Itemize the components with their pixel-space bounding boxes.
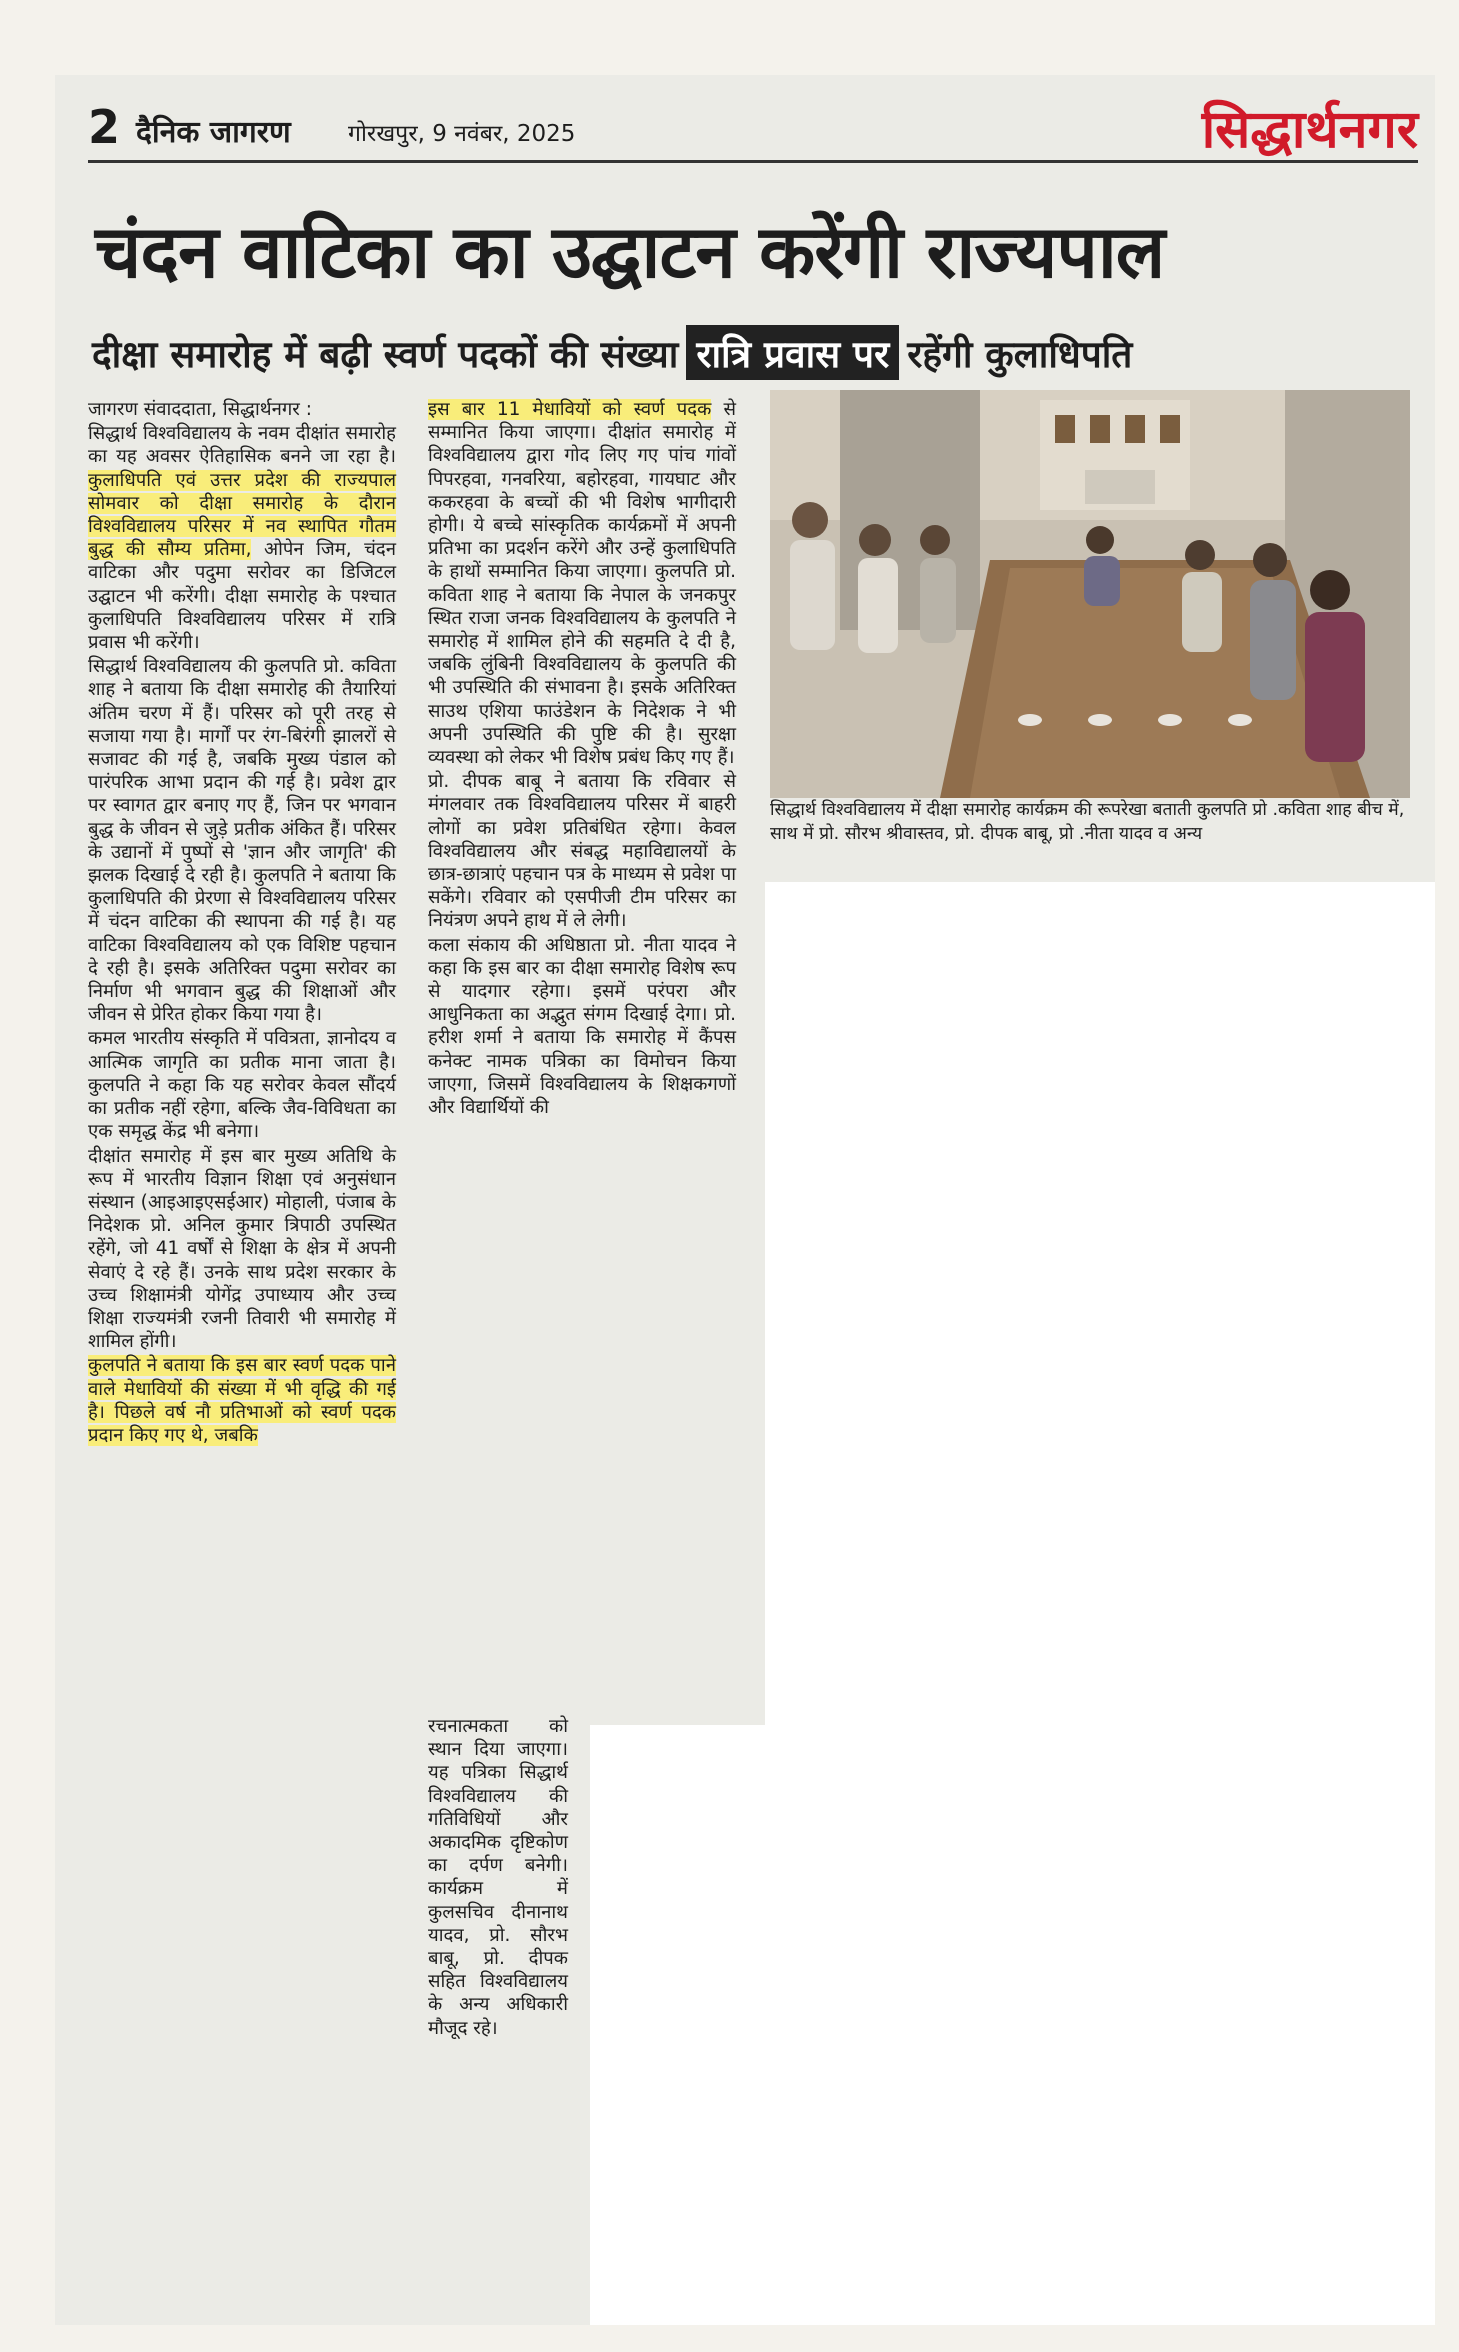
page-header [88,100,1418,163]
subhead-part-2: रहेंगी कुलाधिपति [907,332,1133,376]
paragraph-1a: सिद्धार्थ विश्वविद्यालय के नवम दीक्षांत समारोह का यह अवसर ऐतिहासिक बनने जा रहा है। [88,423,396,468]
paper-name: दैनिक जागरण [136,115,291,150]
blank-area-right [765,882,1435,1725]
paragraph-4: दीक्षांत समारोह में इस बार मुख्य अतिथि के रूप में भारतीय विज्ञान शिक्षा एवं अनुसंधान संस्थान (आइआइएसईआर) मोहाली, पंजाब के निदेशक प्रो. अनिल कुमार त्रिपाठी उपस्थित रहेंगे, जो 41 वर्षों से शिक्षा के क्षेत्र में अपनी सेवाएं दे रहे हैं। उनके साथ प्रदेश सरकार के उच्च शिक्षामंत्री योगेंद्र उपाध्याय और उच्च शिक्षा राज्यमंत्री रजनी तिवारी भी समारोह में शामिल होंगी। [88,1145,396,1353]
paragraph-1 [88,422,396,654]
article-column-2 [428,398,736,1120]
headline: चंदन वाटिका का उद्घाटन करेंगी राज्यपाल [95,209,1165,295]
paragraph-1c: ओपेन जिम, चंदन वाटिका और पदुमा सरोवर का डिजिटल उद्घाटन भी करेंगी। दीक्षा समारोह के पश्चात कुलाधिपति विश्वविद्यालय परिसर में रात्रि प्रवास भी करेंगी। [88,539,396,654]
paragraph-6: इस बार 11 मेधावियों को स्वर्ण पदक से सम्मानित किया जाएगा। दीक्षांत समारोह में विश्वविद्यालय द्वारा गोद लिए गए पांच गांवों पिपरहवा, गनवरिया, बहोरहवा, गायघाट और ककरहवा के बच्चों की भी विशेष भागीदारी होगी। ये बच्चे सांस्कृतिक कार्यक्रमों में अपनी प्रतिभा का प्रदर्शन करेंगे और उन्हें कुलाधिपति के हाथों सम्मानित किया जाएगा। कुलपति प्रो. कविता शाह ने बताया कि नेपाल के जनकपुर स्थित राजा जनक विश्वविद्यालय के कुलपति ने समारोह में शामिल होने की सहमति दे दी है, जबकि लुंबिनी विश्वविद्यालय के कुलपति की भी उपस्थिति की संभावना है। इसके अतिरिक्त साउथ एशिया फाउंडेशन के निदेशक ने भी अपनी उपस्थिति की पुष्टि की है। सुरक्षा व्यवस्था को लेकर भी विशेष प्रबंध किए गए हैं। [428,399,736,769]
paragraph-2: सिद्धार्थ विश्वविद्यालय की कुलपति प्रो. कविता शाह ने बताया कि दीक्षा समारोह की तैयारियां अंतिम चरण में हैं। परिसर को पूरी तरह से सजाया गया है। मार्गों पर रंग-बिरंगी झालरों से सजावट की गई है, जबकि मुख्य पंडाल को पारंपरिक आभा प्रदान की गई है। प्रवेश द्वार पर स्वागत द्वार बनाए गए हैं, जिन पर भगवान बुद्ध के जीवन से जुड़े प्रतीक अंकित हैं। परिसर के उद्यानों में पुष्पों से 'ज्ञान और जागृति' की झलक दिखाई दे रही है। कुलपति ने बताया कि कुलाधिपति की प्रेरणा से विश्वविद्यालय परिसर में चंदन वाटिका की स्थापना की गई है। यह वाटिका विश्वविद्यालय को एक विशिष्ट पहचान दे रही है। इसके अतिरिक्त पदुमा सरोवर का निर्माण भी भगवान बुद्ध की शिक्षाओं और जीवन से प्रेरित होकर किया गया है। [88,656,396,1026]
paragraph-8: कला संकाय की अधिष्ठाता प्रो. नीता यादव ने कहा कि इस बार का दीक्षा समारोह विशेष रूप से यादगार रहेगा। इसमें परंपरा और आधुनिकता का अद्भुत संगम दिखाई देगा। प्रो. हरीश शर्मा ने बताया कि समारोह में कैंपस कनेक्ट नामक पत्रिका का विमोचन किया जाएगा, जिसमें विश्वविद्यालय के शिक्षकगणों और विद्यार्थियों की [428,934,736,1119]
subhead-highlight: रात्रि प्रवास पर [686,325,899,380]
article-column-1 [88,398,396,1448]
paragraph-5 [88,1354,396,1447]
meeting-photo [770,390,1410,798]
paragraph-3: कमल भारतीय संस्कृति में पवित्रता, ज्ञानोदय व आत्मिक जागृति का प्रतीक माना जाता है। कुलपति ने कहा कि यह सरोवर केवल सौंदर्य का प्रतीक नहीं रहेगा, बल्कि जैव-विविधता का एक समृद्ध केंद्र भी बनेगा। [88,1028,396,1143]
paragraph-7: प्रो. दीपक बाबू ने बताया कि रविवार से मंगलवार तक विश्वविद्यालय परिसर में बाहरी लोगों का प्रवेश प्रतिबंधित रहेगा। केवल विश्वविद्यालय और संबद्ध महाविद्यालयों के छात्र-छात्राएं पहचान पत्र के माध्यम से प्रवेश पा सकेंगे। रविवार को एसपीजी टीम परिसर का नियंत्रण अपने हाथ में ले लेगी। [428,771,736,932]
photo-caption: सिद्धार्थ विश्वविद्यालय में दीक्षा समारोह कार्यक्रम की रूपरेखा बताती कुलपति प्रो .कविता शाह बीच में, साथ में प्रो. सौरभ श्रीवास्तव, प्रो. दीपक बाबू, प्रो .नीता यादव व अन्य [770,800,1405,844]
highlighted-text: कुलपति ने बताया कि इस बार स्वर्ण पदक पाने वाले मेधावियों की संख्या में भी वृद्धि की गई है। पिछले वर्ष नौ प्रतिभाओं को स्वर्ण पदक प्रदान किए गए थे, जबकि [88,1355,396,1446]
dateline: गोरखपुर, 9 नवंबर, 2025 [348,121,576,147]
subheadline [92,320,1412,384]
highlighted-text: इस बार 11 मेधावियों को स्वर्ण पदक [428,399,712,420]
page-number: 2 [88,100,121,154]
byline: जागरण संवाददाता, सिद्धार्थनगर : [88,399,312,420]
paragraph-8-continued: रचनात्मकता को स्थान दिया जाएगा। यह पत्रिका सिद्धार्थ विश्वविद्यालय की गतिविधियों और अकादमिक दृष्टिकोण का दर्पण बनेगी। कार्यक्रम में कुलसचिव दीनानाथ यादव, प्रो. सौरभ बाबू, प्रो. दीपक सहित विश्वविद्यालय के अन्य अधिकारी मौजूद रहे। [428,1716,568,2039]
blank-area-bottom-right [590,1725,1435,2325]
section-name: सिद्धार्थनगर [1201,99,1418,160]
news-photo [770,390,1410,798]
subhead-part-1: दीक्षा समारोह में बढ़ी स्वर्ण पदकों की संख्या [92,332,679,376]
article-column-2-narrow [428,1715,568,2041]
highlighted-text: कुलाधिपति एवं उत्तर प्रदेश की राज्यपाल सोमवार को दीक्षा समारोह के दौरान विश्वविद्यालय परिसर में नव स्थापित गौतम बुद्ध की सौम्य प्रतिमा, [88,469,396,561]
